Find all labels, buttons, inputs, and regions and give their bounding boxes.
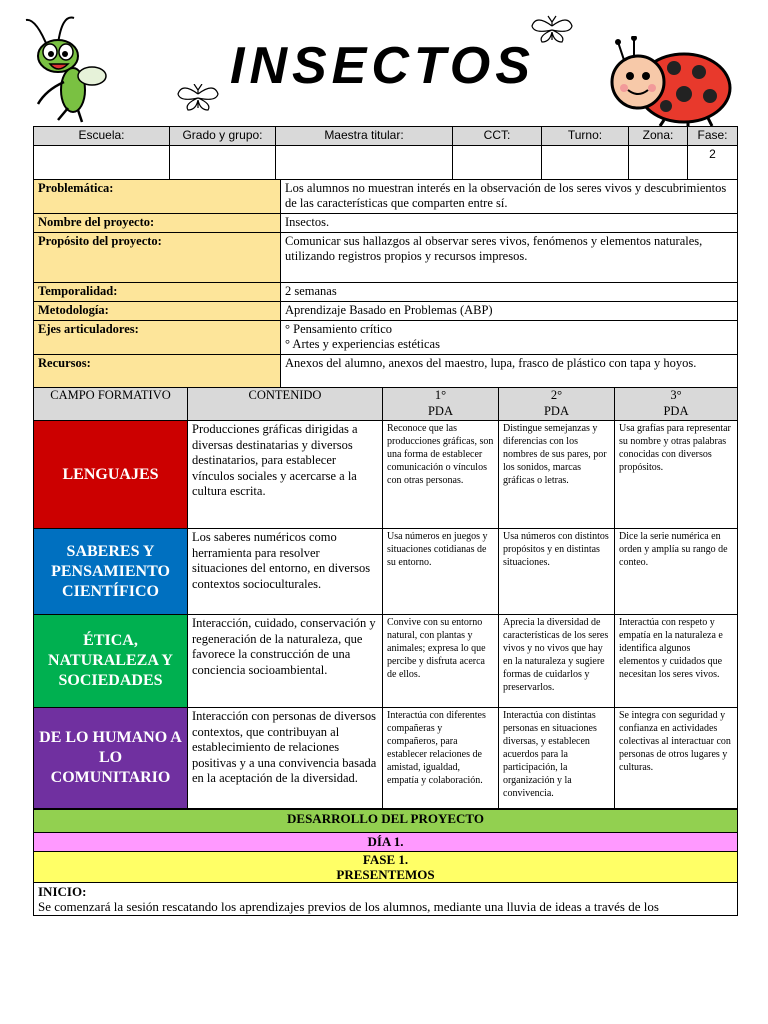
- butterfly-icon: [530, 15, 574, 45]
- label-ejes: Ejes articuladores:: [34, 321, 281, 355]
- header: [0, 0, 768, 126]
- pda3-cell: Se integra con seguridad y confianza en actividades colectivas al interactuar con personas de otros lugares y culturas.: [615, 708, 738, 809]
- contenido-cell: Interacción con personas de diversos contextos, que contribuyan al establecimiento de relaciones positivas y a una convivencia basada en la aceptación de la diversidad.: [188, 708, 383, 809]
- header-pda2: 2° PDA: [499, 388, 615, 421]
- label-problematica: Problemática:: [34, 180, 281, 214]
- fase-cell: [34, 852, 738, 883]
- campo-etica: ÉTICA, NATURALEZA Y SOCIEDADES: [34, 615, 188, 708]
- header-cct: CCT:: [453, 127, 542, 146]
- table-row: [34, 708, 738, 809]
- school-info-table: [33, 126, 738, 180]
- value-turno[interactable]: [542, 146, 629, 180]
- label-nombre-proyecto: Nombre del proyecto:: [34, 214, 281, 233]
- pda2-cell: Distingue semejanzas y diferencias con los nombres de sus pares, por los sonidos, marcas gráficas o letras.: [499, 421, 615, 529]
- pda3-cell: Dice la serie numérica en orden y amplía su rango de conteo.: [615, 529, 738, 615]
- header-pda3: 3° PDA: [615, 388, 738, 421]
- pda1-cell: Interactúa con diferentes compañeras y compañeros, para establecer relaciones de amistad, igualdad, empatía y colaboración.: [383, 708, 499, 809]
- header-zona: Zona:: [629, 127, 688, 146]
- pda3-cell: Usa grafías para representar su nombre y otras palabras conocidas con diversos propósitos.: [615, 421, 738, 529]
- value-fase[interactable]: 2: [688, 146, 738, 180]
- value-recursos: Anexos del alumno, anexos del maestro, lupa, frasco de plástico con tapa y hoyos.: [281, 355, 738, 389]
- pda2-cell: Interactúa con distintas personas en situaciones diversas, y establecen acuerdos para la participación, la organización y la convivencia.: [499, 708, 615, 809]
- pda1-cell: Reconoce que las producciones gráficas, son una forma de establecer comunicación o vínculos con otras personas.: [383, 421, 499, 529]
- project-info-table: [33, 179, 738, 389]
- pda2-cell: Usa números con distintos propósitos y en distintas situaciones.: [499, 529, 615, 615]
- value-proposito: Comunicar sus hallazgos al observar seres vivos, fenómenos y elementos naturales, utilizando registros propios y recursos impresos.: [281, 233, 738, 283]
- grasshopper-illustration: [18, 8, 113, 126]
- fase-label: FASE 1.: [362, 852, 409, 867]
- pda2-cell: Aprecia la diversidad de características de los seres vivos y no vivos que hay en la naturaleza y sugiere formas de cuidarlos y preservarlos.: [499, 615, 615, 708]
- contenido-cell: Los saberes numéricos como herramienta para resolver situaciones del entorno, en diversos contextos socioculturales.: [188, 529, 383, 615]
- header-maestra: Maestra titular:: [276, 127, 453, 146]
- value-ejes: ° Pensamiento crítico ° Artes y experiencias estéticas: [281, 321, 738, 355]
- contenido-cell: Producciones gráficas dirigidas a diversas destinatarias y diversos destinatarios, para establecer vínculos sociales y acercarse a la cultura escrita.: [188, 421, 383, 529]
- value-metodologia: Aprendizaje Basado en Problemas (ABP): [281, 302, 738, 321]
- value-maestra[interactable]: [276, 146, 453, 180]
- desarrollo-table: [33, 809, 738, 916]
- label-proposito: Propósito del proyecto:: [34, 233, 281, 283]
- header-contenido: CONTENIDO: [188, 388, 383, 421]
- header-fase: Fase:: [688, 127, 738, 146]
- pda1-cell: Convive con su entorno natural, con plantas y animales; expresa lo que percibe y disfruta acerca de ellos.: [383, 615, 499, 708]
- pda1-cell: Usa números en juegos y situaciones cotidianas de su entorno.: [383, 529, 499, 615]
- value-cct[interactable]: [453, 146, 542, 180]
- value-nombre-proyecto: Insectos.: [281, 214, 738, 233]
- ladybug-illustration: [604, 36, 734, 128]
- header-campo: CAMPO FORMATIVO: [34, 388, 188, 421]
- campo-saberes: SABERES Y PENSAMIENTO CIENTÍFICO: [34, 529, 188, 615]
- table-row: [34, 529, 738, 615]
- pda3-cell: Interactúa con respeto y empatía en la naturaleza e identifica algunos elementos y cuidados que necesitan los seres vivos.: [615, 615, 738, 708]
- value-problematica: Los alumnos no muestran interés en la observación de los seres vivos y descubrimientos de las características que comparten entre sí.: [281, 180, 738, 214]
- campo-lenguajes: LENGUAJES: [34, 421, 188, 529]
- value-grado-grupo[interactable]: [170, 146, 276, 180]
- header-pda1: 1° PDA: [383, 388, 499, 421]
- value-zona[interactable]: [629, 146, 688, 180]
- dia-label: DÍA 1.: [34, 833, 738, 852]
- value-temporalidad: 2 semanas: [281, 283, 738, 302]
- label-metodologia: Metodología:: [34, 302, 281, 321]
- label-recursos: Recursos:: [34, 355, 281, 389]
- inicio-cell: [34, 883, 738, 916]
- contenido-cell: Interacción, cuidado, conservación y regeneración de la naturaleza, que favorece la construcción de una conciencia socioambiental.: [188, 615, 383, 708]
- desarrollo-title: DESARROLLO DEL PROYECTO: [34, 810, 738, 833]
- campos-formativos-table: [33, 387, 738, 809]
- page-title: INSECTOS: [230, 37, 535, 95]
- inicio-label: INICIO:: [38, 884, 87, 899]
- butterfly-icon: [176, 84, 220, 112]
- header-grado-grupo: Grado y grupo:: [170, 127, 276, 146]
- campo-humano: DE LO HUMANO A LO COMUNITARIO: [34, 708, 188, 809]
- table-row: [34, 615, 738, 708]
- table-row: [34, 421, 738, 529]
- header-turno: Turno:: [542, 127, 629, 146]
- inicio-text: Se comenzará la sesión rescatando los aprendizajes previos de los alumnos, mediante una lluvia de ideas a través de los: [38, 899, 659, 914]
- label-temporalidad: Temporalidad:: [34, 283, 281, 302]
- header-escuela: Escuela:: [34, 127, 170, 146]
- fase-name: PRESENTEMOS: [336, 867, 435, 882]
- value-escuela[interactable]: [34, 146, 170, 180]
